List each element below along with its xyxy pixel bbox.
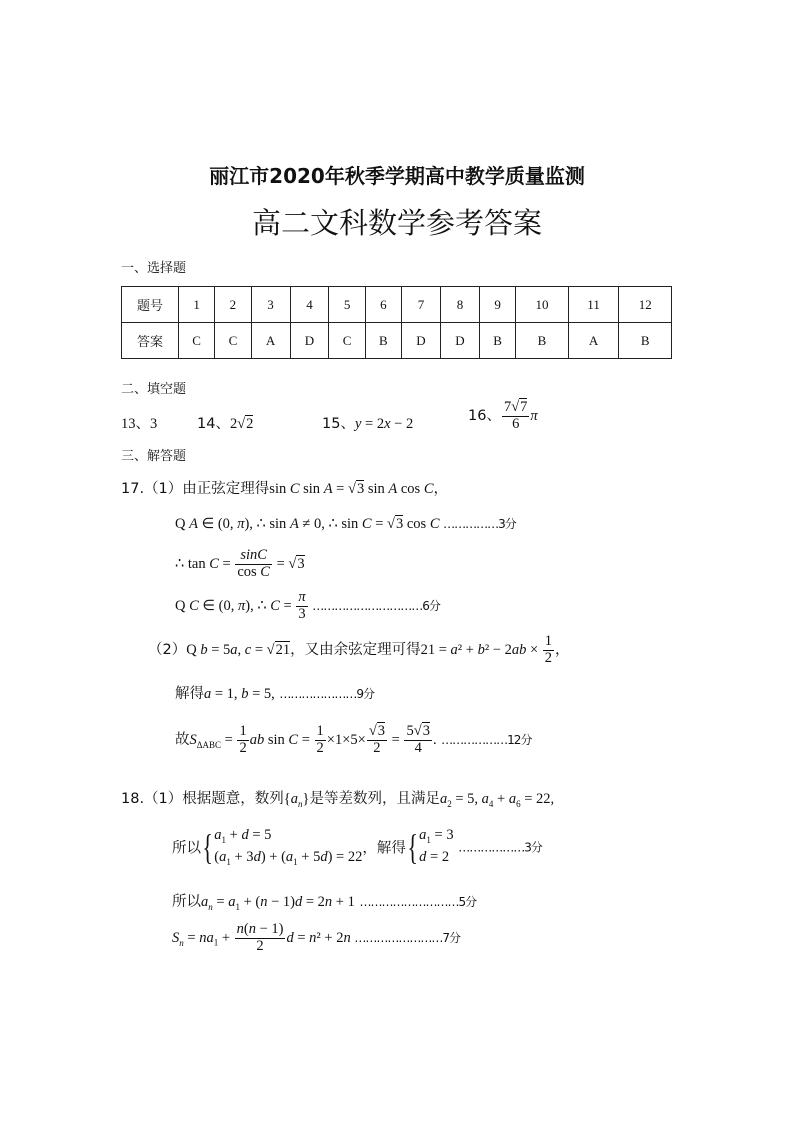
answer-table	[121, 286, 672, 359]
q17-lead: 17.（1）由正弦定理得	[121, 481, 270, 497]
answer-16: 16、 $\frac{7√7}{6}$ π	[468, 399, 538, 432]
answer-14: 14、2√2	[197, 416, 254, 432]
q18-so: 所以	[172, 840, 201, 857]
table-cell: 3	[251, 287, 290, 323]
q17-part2-lead: （2）	[148, 641, 187, 658]
table-cell: 10	[516, 287, 569, 323]
document-title: 丽江市2020年秋季学期高中教学质量监测	[209, 164, 585, 188]
table-cell: D	[440, 323, 479, 359]
document-subtitle: 高二文科数学参考答案	[251, 206, 542, 240]
table-cell: 4	[290, 287, 329, 323]
score-6: …………………………6分	[312, 598, 440, 613]
table-cell: 6	[365, 287, 401, 323]
answer-15-label: 15、	[322, 416, 355, 432]
q18-part1-line1: 18.（1）根据题意，数列$\{a_n\}$是等差数列，且满足$a_2 = 5$, $a_4 + a_6 = 22$,	[121, 791, 555, 809]
score-18-3: ………………3分	[458, 840, 542, 855]
q18-mid: 是等差数列，且满足	[309, 791, 440, 807]
table-cell: 7	[402, 287, 441, 323]
q17-part1-line1: 17.（1）由正弦定理得sin C sin A = √3 sin A cos C，	[121, 481, 448, 497]
answer-16-label: 16、	[468, 407, 501, 424]
score-9: …………………9分	[279, 687, 374, 701]
table-cell: B	[365, 323, 401, 359]
score-3: ……………3分	[443, 517, 516, 531]
table-cell: 2	[215, 287, 251, 323]
q17-step-tan: ∴ tan C = $\frac{\sin C}{\text{cos C}}$ = √3	[175, 547, 305, 580]
table-cell: 1	[179, 287, 215, 323]
q17-part2-line1: （2）Q b = 5a, c = √21，又由余弦定理可得21 = a² + b² − 2ab × $\frac{1}{2}$ ，	[148, 633, 570, 666]
q18-sn: $S_n = na_1$ + $\frac{n(n - 1)}{2}$ d = n² + 2n ……………………7分	[172, 921, 460, 954]
table-cell: C	[329, 323, 365, 359]
q17-solve-prefix: 解得	[175, 686, 204, 702]
table-cell: B	[479, 323, 515, 359]
table-cell: C	[179, 323, 215, 359]
score-18-5: ………………………5分	[359, 895, 477, 909]
section-fill-heading: 二、填空题	[121, 382, 187, 397]
table-row-numbers	[122, 287, 672, 323]
table-cell: A	[568, 323, 619, 359]
table-cell: A	[251, 323, 290, 359]
score-18-7: ……………………7分	[354, 930, 460, 945]
table-cell: 11	[568, 287, 619, 323]
table-cell: B	[619, 323, 672, 359]
answer-14-label: 14、	[197, 416, 230, 432]
q18-an: 所以$a_n = a_1 + (n - 1)d = 2n + 1$ ………………………5分	[172, 894, 477, 912]
answer-13: 13、3	[121, 416, 158, 432]
table-cell: C	[215, 323, 251, 359]
table-cell: 12	[619, 287, 672, 323]
answer-15: 15、y = 2x − 2	[322, 416, 414, 432]
table-header-number: 题号	[122, 287, 179, 323]
section-choice-heading: 一、选择题	[121, 261, 187, 276]
q18-lead: 18.（1）根据题意，数列	[121, 791, 284, 807]
q17-solve: 解得a = 1, b = 5, …………………9分	[175, 686, 374, 702]
q18-so2: 所以	[172, 894, 201, 910]
q18-system: 所以{ $a_1 + d = 5$ $(a_1 + 3d) + (a_1 + 5d) = 22$ ，解得{ $a_1 = 3$ d = 2 ………………3分	[172, 826, 542, 867]
section-solution-heading: 三、解答题	[121, 449, 187, 464]
q17-part2-mid: ，又由余弦定理可得	[290, 641, 421, 658]
q17-step-range-a: Q A ∈ (0, π), ∴ sin A ≠ 0, ∴ sin C = √3 cos C ……………3分	[175, 516, 516, 532]
q18-solve: ，解得	[362, 840, 406, 857]
table-cell: D	[402, 323, 441, 359]
q17-area: 故$S_{\Delta ABC}$ = $\frac{1}{2}$ ab sin C = $\frac{1}{2}$ ×1×5× $\frac{√3}{2}$ = $\frac{5√3}{4}$ . ………………12分	[175, 723, 532, 756]
score-12: ………………12分	[441, 732, 532, 747]
q17-area-prefix: 故	[175, 731, 190, 748]
table-cell: 9	[479, 287, 515, 323]
table-cell: D	[290, 323, 329, 359]
table-cell: 5	[329, 287, 365, 323]
table-cell: 8	[440, 287, 479, 323]
table-header-answer: 答案	[122, 323, 179, 359]
q17-step-c: Q C ∈ (0, π), ∴ C = $\frac{\pi}{3}$ …………………………6分	[175, 589, 440, 622]
table-row-answers	[122, 323, 672, 359]
table-cell: B	[516, 323, 569, 359]
